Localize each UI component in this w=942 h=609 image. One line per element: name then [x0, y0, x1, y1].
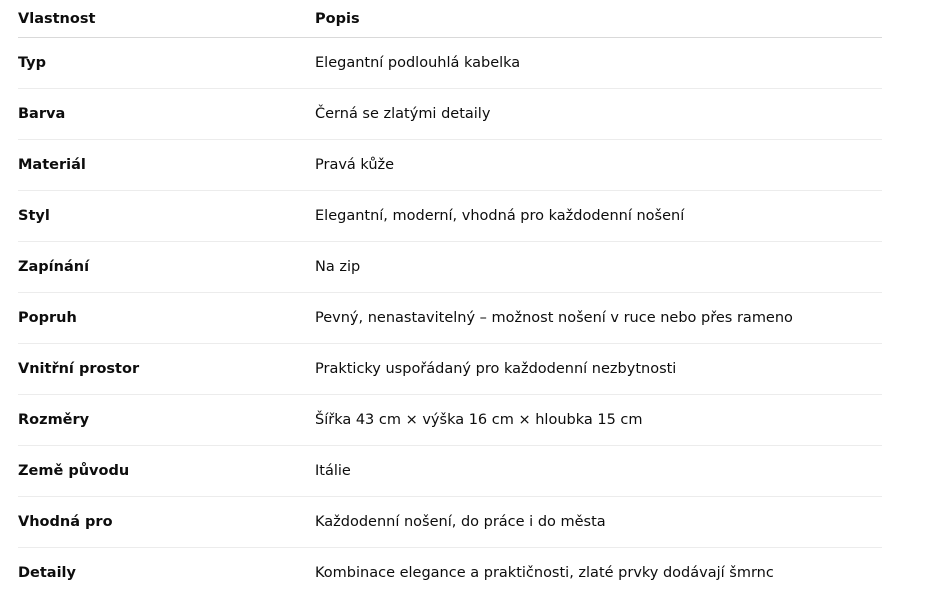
header-property: Vlastnost [18, 0, 315, 38]
row-property: Vnitřní prostor [18, 344, 315, 395]
row-property: Styl [18, 191, 315, 242]
row-property: Typ [18, 38, 315, 89]
row-property: Rozměry [18, 395, 315, 446]
row-property: Vhodná pro [18, 497, 315, 548]
row-property: Země původu [18, 446, 315, 497]
header-row [18, 0, 882, 38]
table-row [18, 191, 882, 242]
row-property: Materiál [18, 140, 315, 191]
table-header [18, 0, 882, 38]
table-row [18, 242, 882, 293]
product-spec-table-container [18, 0, 882, 598]
row-property: Popruh [18, 293, 315, 344]
table-row [18, 140, 882, 191]
row-description: Pevný, nenastavitelný – možnost nošení v ruce nebo přes rameno [315, 293, 882, 344]
table-row [18, 293, 882, 344]
table-row [18, 548, 882, 599]
table-body [18, 38, 882, 599]
row-description: Na zip [315, 242, 882, 293]
row-description: Černá se zlatými detaily [315, 89, 882, 140]
row-description: Prakticky uspořádaný pro každodenní nezbytnosti [315, 344, 882, 395]
row-property: Zapínání [18, 242, 315, 293]
row-description: Elegantní, moderní, vhodná pro každodenní nošení [315, 191, 882, 242]
row-description: Šířka 43 cm × výška 16 cm × hloubka 15 cm [315, 395, 882, 446]
table-row [18, 344, 882, 395]
table-row [18, 497, 882, 548]
row-description: Každodenní nošení, do práce i do města [315, 497, 882, 548]
row-description: Elegantní podlouhlá kabelka [315, 38, 882, 89]
table-row [18, 38, 882, 89]
table-row [18, 89, 882, 140]
table-row [18, 446, 882, 497]
table-row [18, 395, 882, 446]
row-description: Kombinace elegance a praktičnosti, zlaté prvky dodávají šmrnc [315, 565, 774, 581]
header-description: Popis [315, 0, 882, 38]
row-description: Itálie [315, 446, 882, 497]
row-description: Pravá kůže [315, 140, 882, 191]
product-spec-table [18, 0, 882, 598]
row-property: Detaily [18, 565, 76, 581]
row-property: Barva [18, 89, 315, 140]
